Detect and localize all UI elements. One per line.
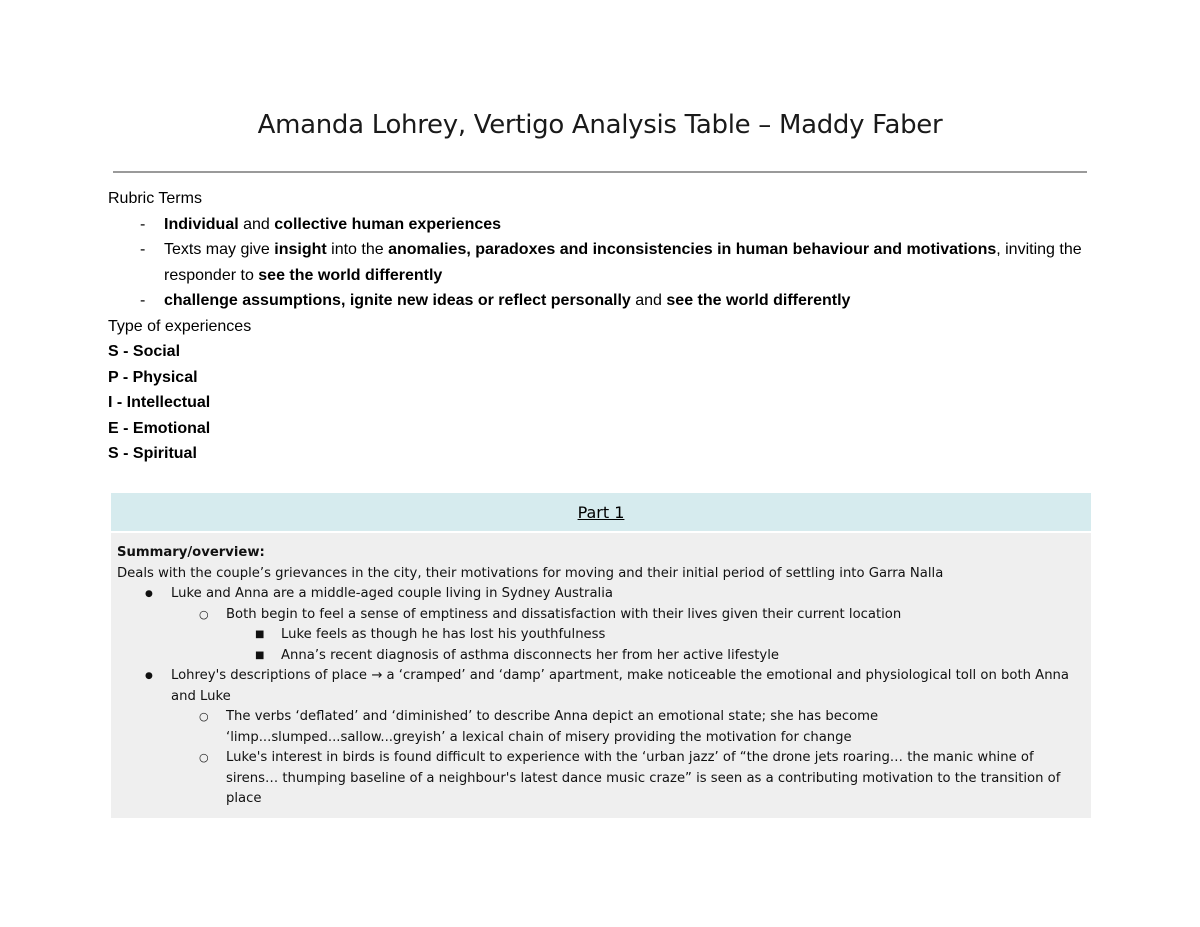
- square-marker: ■: [255, 649, 265, 661]
- list-item-text: Luke feels as though he has lost his youthfulness: [281, 627, 606, 642]
- summary-heading: Summary/overview:: [117, 545, 265, 560]
- rubric-item: [108, 288, 1098, 314]
- list-item-text: Luke and Anna are a middle-aged couple living in Sydney Australia: [171, 586, 613, 601]
- rubric-text: and: [238, 215, 275, 233]
- rubric-bold-text: anomalies, paradoxes and inconsistencies in human behaviour and motivations: [388, 241, 997, 258]
- list-item: [117, 584, 1085, 605]
- rubric-section: [108, 186, 1098, 467]
- experience-type: I - Intellectual: [108, 394, 211, 411]
- dash-marker: -: [140, 241, 146, 258]
- list-item-text: Both begin to feel a sense of emptiness and dissatisfaction with their lives given their current location: [226, 606, 902, 622]
- part-label: Part 1: [577, 503, 625, 522]
- analysis-table: [111, 493, 1091, 818]
- circle-marker: ○: [199, 751, 209, 764]
- list-item: [117, 605, 1085, 626]
- rubric-bold-text: insight: [274, 241, 327, 258]
- rubric-bold-text: see the world differently: [666, 292, 851, 309]
- rubric-text: , inviting the responder to: [164, 241, 1082, 284]
- rubric-text: into the: [326, 241, 389, 258]
- experience-type: E - Emotional: [108, 419, 211, 437]
- list-item: [117, 707, 1085, 748]
- experience-type: S - Spiritual: [108, 445, 197, 462]
- rubric-bold-text: see the world differently: [258, 266, 443, 284]
- rubric-bold-text: challenge assumptions, ignite new ideas or reflect personally: [164, 292, 631, 309]
- circle-marker: ○: [199, 607, 209, 621]
- summary-cell: [111, 533, 1091, 818]
- bullet-marker: ●: [145, 671, 153, 681]
- document-title: Amanda Lohrey, Vertigo Analysis Table – Maddy Faber: [257, 110, 943, 140]
- bullet-marker: ●: [145, 589, 153, 599]
- list-item-text: Lohrey's descriptions of place → a ‘cramped’ and ‘damp’ apartment, make noticeable the emotional and physiological toll on both Anna and Luke: [171, 668, 1069, 704]
- rubric-item: [108, 237, 1098, 288]
- list-item: [117, 748, 1085, 810]
- experiences-heading: Type of experiences: [108, 317, 252, 335]
- summary-text: Deals with the couple’s grievances in the city, their motivations for moving and their initial period of settling into Garra Nalla: [117, 565, 944, 581]
- rubric-item: [108, 212, 1098, 238]
- list-item-text: Luke's interest in birds is found difficult to experience with the ‘urban jazz’ of “the drone jets roaring… the manic whine of sirens… thumping baseline of a neighbour's latest dance music craze” is seen as a contributing motivation to the transition of place: [226, 750, 1061, 806]
- rubric-bold-text: Individual: [164, 215, 239, 233]
- rubric-text: and: [630, 292, 667, 309]
- experience-type: P - Physical: [108, 368, 198, 386]
- dash-marker: -: [140, 215, 146, 233]
- rubric-text: Texts may give: [164, 241, 275, 258]
- list-item: [117, 625, 1085, 646]
- rubric-bold-text: collective human experiences: [274, 215, 502, 233]
- part-header: [111, 493, 1091, 533]
- list-item: [117, 666, 1085, 707]
- circle-marker: ○: [199, 710, 209, 723]
- list-item-text: The verbs ‘deflated’ and ‘diminished’ to describe Anna depict an emotional state; she has become ‘limp...slumped...sallow...greyish’ a lexical chain of misery providing the motivation for change: [226, 709, 879, 745]
- title-divider: [113, 171, 1087, 173]
- square-marker: ■: [255, 629, 265, 640]
- list-item: [117, 646, 1085, 667]
- rubric-heading: Rubric Terms: [108, 190, 202, 207]
- dash-marker: -: [140, 292, 146, 309]
- list-item-text: Anna’s recent diagnosis of asthma disconnects her from her active lifestyle: [281, 647, 779, 663]
- experience-type: S - Social: [108, 343, 181, 360]
